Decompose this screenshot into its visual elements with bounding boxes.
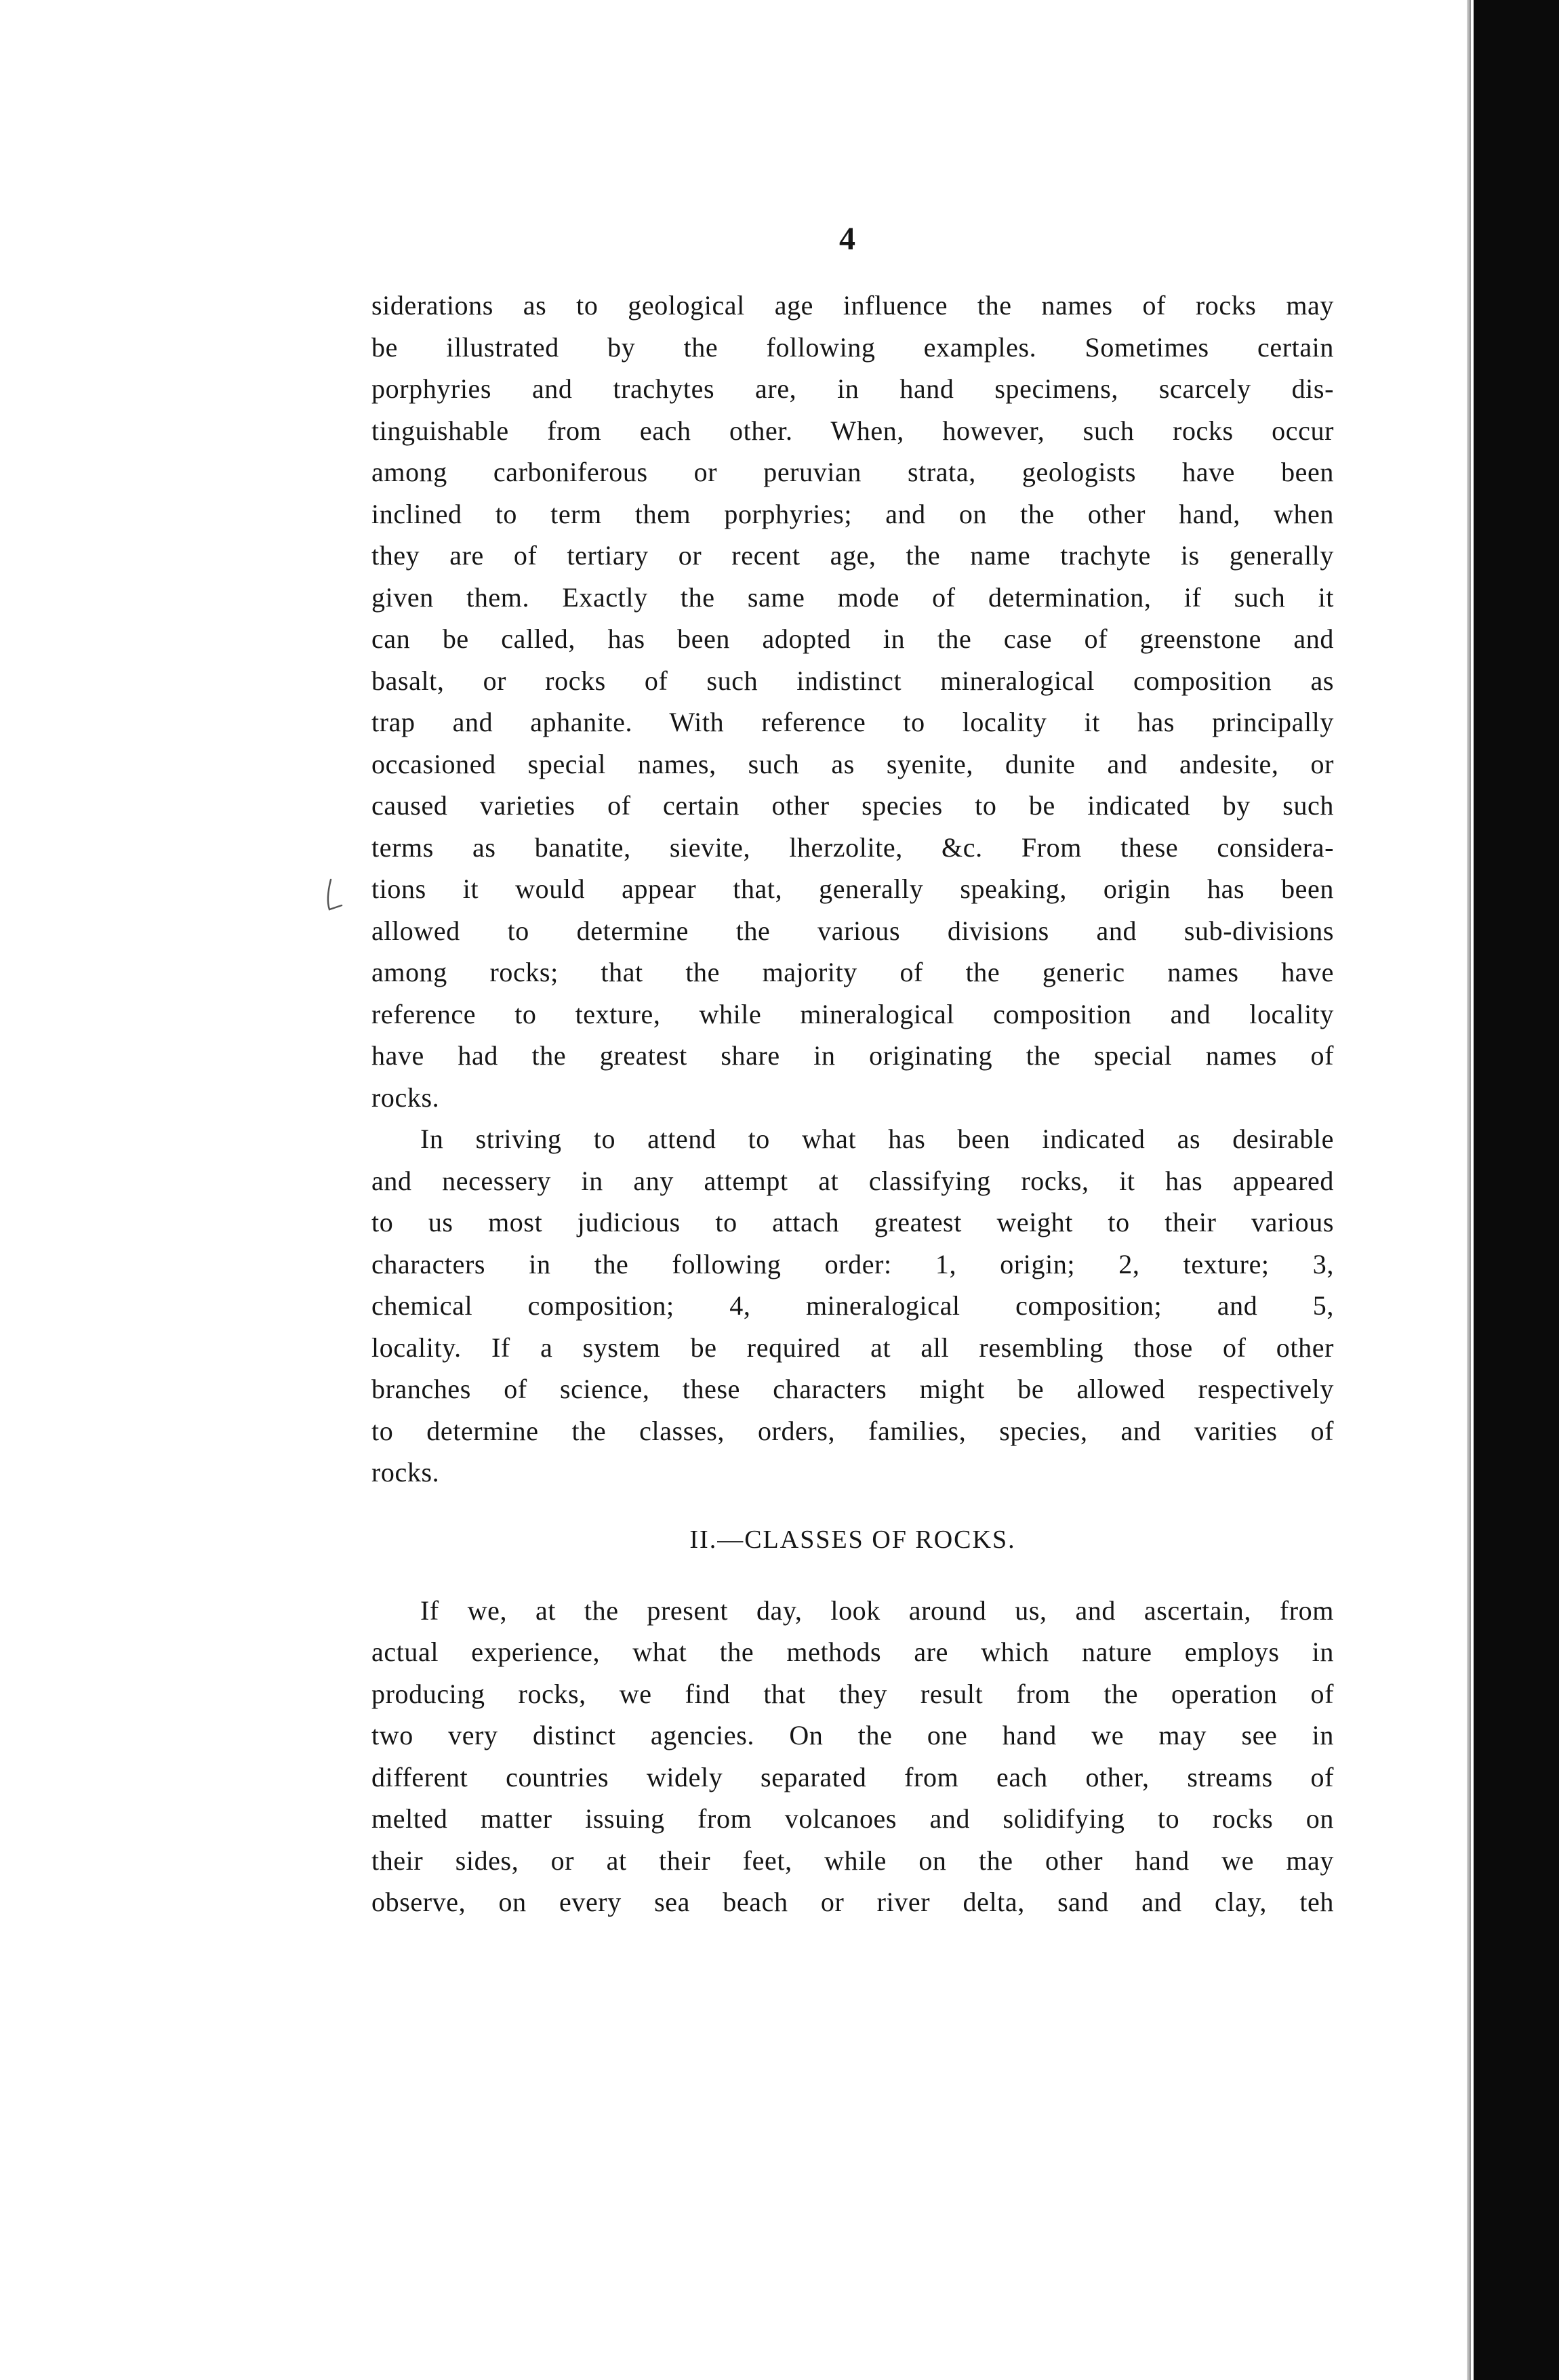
paragraph-3: [371, 1590, 1334, 1923]
text-line: be illustrated by the following examples. Sometimes certain: [371, 331, 1334, 363]
scan-edge-shadow: [1467, 0, 1471, 2380]
text-line: basalt, or rocks of such indistinct mineralogical composition as: [371, 665, 1334, 696]
text-line: rocks.: [371, 1457, 440, 1488]
text-line: tinguishable from each other. When, however, such rocks occur: [371, 415, 1334, 446]
text-line: chemical composition; 4, mineralogical composition; and 5,: [371, 1290, 1334, 1321]
text-line: locality. If a system be required at all resembling those of other: [371, 1332, 1334, 1363]
text-line: have had the greatest share in originating the special names of: [371, 1040, 1334, 1071]
text-line: observe, on every sea beach or river delta, sand and clay, teh: [371, 1887, 1334, 1917]
text-line: to determine the classes, orders, families, species, and varities of: [371, 1415, 1334, 1446]
text-line: allowed to determine the various divisions and sub-divisions: [371, 915, 1334, 946]
text-line: trap and aphanite. With reference to locality it has principally: [371, 707, 1334, 737]
text-line: and necessery in any attempt at classifying rocks, it has appeared: [371, 1165, 1334, 1196]
scan-dark-margin: [1474, 0, 1559, 2380]
text-line: among carboniferous or peruvian strata, geologists have been: [371, 457, 1334, 487]
text-line: actual experience, what the methods are which nature employs in: [371, 1637, 1334, 1667]
text-line: rocks.: [371, 1082, 440, 1113]
text-line: occasioned special names, such as syenite, dunite and andesite, or: [371, 748, 1334, 779]
text-line: branches of science, these characters might be allowed respectively: [371, 1374, 1334, 1404]
margin-pencil-mark-icon: [321, 878, 348, 912]
page-number: 4: [839, 221, 855, 257]
text-line: given them. Exactly the same mode of determination, if such it: [371, 581, 1334, 613]
text-line: different countries widely separated from each other, streams of: [371, 1761, 1334, 1792]
text-line: producing rocks, we find that they result from the operation of: [371, 1678, 1334, 1709]
text-line: If we, at the present day, look around us, and ascertain, from: [420, 1595, 1334, 1626]
text-line: among rocks; that the majority of the generic names have: [371, 957, 1334, 987]
text-line: tions it would appear that, generally speaking, origin has been: [371, 874, 1334, 904]
text-line: terms as banatite, sievite, lherzolite, &c. From these considera-: [371, 832, 1334, 863]
text-line: to us most judicious to attach greatest weight to their various: [371, 1207, 1334, 1237]
section-heading: II.—CLASSES OF ROCKS.: [689, 1525, 1016, 1554]
text-line: porphyries and trachytes are, in hand specimens, scarcely dis-: [371, 373, 1334, 404]
text-line: characters in the following order: 1, origin; 2, texture; 3,: [371, 1248, 1334, 1279]
text-line: reference to texture, while mineralogical composition and locality: [371, 998, 1334, 1029]
text-line: they are of tertiary or recent age, the name trachyte is generally: [371, 540, 1334, 571]
text-line: melted matter issuing from volcanoes and solidifying to rocks on: [371, 1803, 1334, 1834]
text-line: their sides, or at their feet, while on the other hand we may: [371, 1845, 1334, 1876]
text-line: can be called, has been adopted in the case of greenstone and: [371, 623, 1334, 654]
text-line: inclined to term them porphyries; and on the other hand, when: [371, 498, 1334, 529]
text-column: [371, 285, 1334, 1923]
paragraph-1: [371, 285, 1334, 1118]
paragraph-2: [371, 1118, 1334, 1494]
text-line: two very distinct agencies. On the one hand we may see in: [371, 1720, 1334, 1750]
text-line: caused varieties of certain other species to be indicated by such: [371, 790, 1334, 821]
text-line: siderations as to geological age influence the names of rocks may: [371, 290, 1334, 321]
text-line: In striving to attend to what has been indicated as desirable: [420, 1124, 1334, 1154]
